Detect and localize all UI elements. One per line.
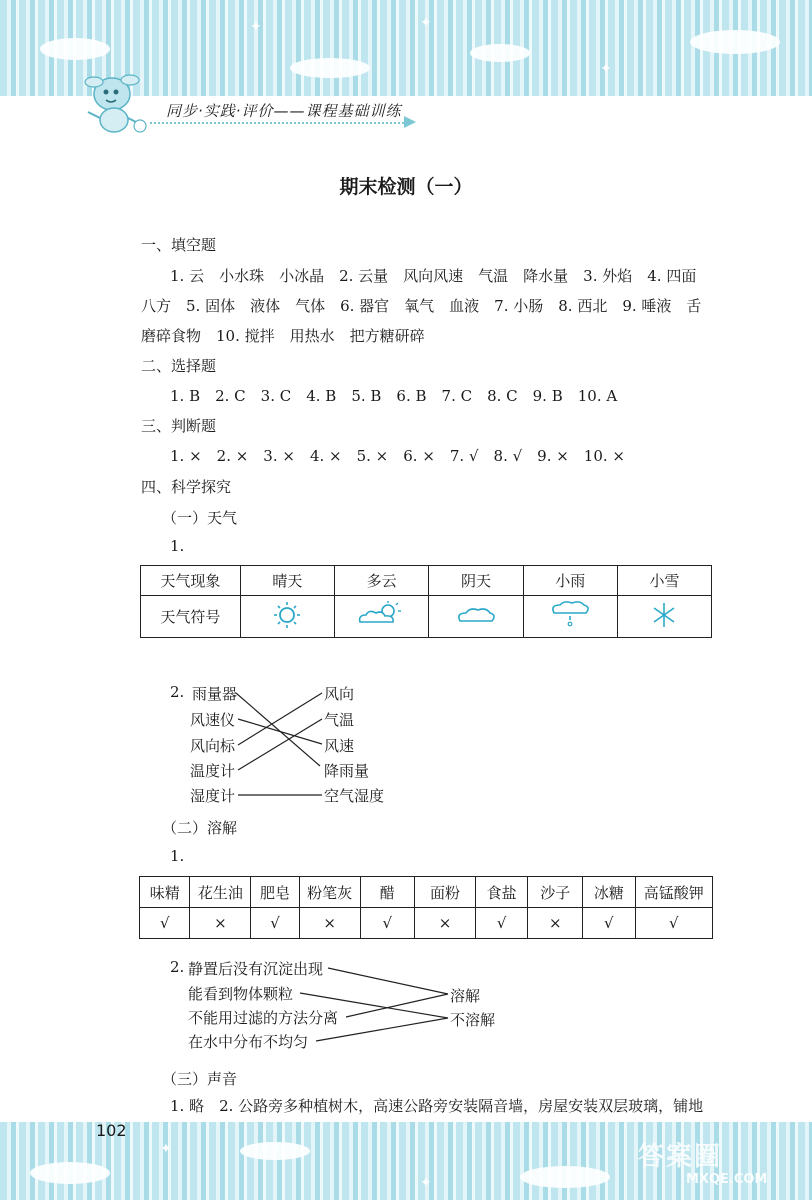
dissolve-q2-right-2: 不溶解	[450, 1011, 496, 1029]
section1-line-1: 1. 云 小水珠 小冰晶 2. 云量 风向风速 气温 降水量 3. 外焰 4. 四面	[170, 267, 697, 285]
header-title: 同步·实践·评价——课程基础训练	[166, 102, 402, 120]
section2-heading: 二、选择题	[141, 357, 217, 375]
match-line	[236, 693, 320, 766]
dissolve-item: 肥皂	[251, 877, 299, 908]
sound-subheading: （三）声音	[162, 1070, 238, 1088]
weather-q2-left-3: 风向标	[190, 737, 236, 755]
dissolve-q2-left-1: 静置后没有沉淀出现	[188, 960, 324, 978]
dissolve-mark: √	[583, 908, 636, 939]
weather-q2-left-5: 湿度计	[190, 787, 236, 805]
dissolve-item: 面粉	[415, 877, 476, 908]
star-decor: ✦	[420, 15, 432, 31]
weather-row-header: 天气现象	[141, 566, 241, 596]
cloud-decor	[240, 1142, 310, 1160]
page-title: 期末检测（一）	[339, 176, 473, 198]
dissolve-subheading: （二）溶解	[162, 819, 238, 837]
page-number: 102	[96, 1121, 127, 1140]
dissolve-item: 花生油	[190, 877, 251, 908]
dissolve-mark: ×	[415, 908, 476, 939]
match-line	[328, 968, 448, 994]
weather-q2-right-1: 风向	[324, 685, 355, 703]
match-line	[346, 994, 448, 1017]
weather-q2-right-2: 气温	[324, 711, 355, 729]
star-decor: ✦	[600, 61, 612, 77]
star-decor: ✦	[250, 19, 262, 35]
section1-line-3: 磨碎食物 10. 搅拌 用热水 把方糖研碎	[141, 327, 425, 345]
section1-heading: 一、填空题	[141, 236, 217, 254]
match-line	[300, 993, 448, 1018]
match-line	[238, 719, 322, 744]
watermark-logo: 答案圈	[638, 1142, 723, 1172]
dissolve-mark: √	[251, 908, 299, 939]
cloud-decor	[30, 1162, 110, 1184]
dissolve-item: 味精	[140, 877, 190, 908]
weather-cell-light-snow: 小雪	[617, 566, 711, 596]
dissolve-mark: √	[140, 908, 190, 939]
weather-q2-left-2: 风速仪	[190, 711, 236, 729]
dissolve-q2-left-4: 在水中分布不均匀	[188, 1033, 309, 1051]
dissolve-mark: √	[360, 908, 415, 939]
dissolve-item: 醋	[360, 877, 415, 908]
dissolve-item: 冰糖	[583, 877, 636, 908]
weather-q2-label: 2.	[170, 683, 185, 701]
weather-q1-label: 1.	[170, 537, 185, 555]
dissolve-item: 食盐	[475, 877, 528, 908]
section1-line-2: 八方 5. 固体 液体 气体 6. 器官 氧气 血液 7. 小肠 8. 西北 9. 唾液 舌	[141, 297, 702, 315]
weather-cell-cloudy: 多云	[334, 566, 428, 596]
dissolve-q2-left-3: 不能用过滤的方法分离	[188, 1009, 339, 1027]
weather-q2-right-5: 空气湿度	[324, 787, 385, 805]
section3-answers: 1. × 2. × 3. × 4. × 5. × 6. × 7. √ 8. √ 9. × 10. ×	[170, 447, 626, 465]
dissolve-mark: √	[635, 908, 712, 939]
dissolve-mark: ×	[299, 908, 360, 939]
dissolve-mark: ×	[528, 908, 583, 939]
watermark-url: MXQE.COM	[686, 1172, 768, 1187]
cloud-decor	[520, 1166, 610, 1188]
dissolve-item: 粉笔灰	[299, 877, 360, 908]
weather-row-header: 天气符号	[141, 596, 241, 638]
weather-q2-left-1: 雨量器	[192, 685, 238, 703]
star-decor: ✦	[420, 1175, 432, 1191]
weather-subheading: （一）天气	[162, 509, 238, 527]
dissolve-q1-label: 1.	[170, 847, 185, 865]
dissolve-item: 沙子	[528, 877, 583, 908]
weather-q2-left-4: 温度计	[190, 762, 236, 780]
weather-cell-light-rain: 小雨	[523, 566, 617, 596]
star-decor: ✦	[160, 1141, 172, 1157]
weather-cell-overcast: 阴天	[429, 566, 523, 596]
dissolve-q2-right-1: 溶解	[450, 987, 481, 1005]
sound-line: 1. 略 2. 公路旁多种植树木，高速公路旁安装隔音墙，房屋安装双层玻璃，铺地	[170, 1097, 704, 1115]
weather-cell-sunny: 晴天	[240, 566, 334, 596]
section2-answers: 1. B 2. C 3. C 4. B 5. B 6. B 7. C 8. C 9. B 10. A	[170, 387, 618, 405]
match-line	[238, 693, 322, 745]
dissolve-q2-label: 2.	[170, 958, 185, 976]
dissolve-q2-left-2: 能看到物体颗粒	[188, 985, 294, 1003]
match-line	[316, 1018, 448, 1041]
weather-q2-right-3: 风速	[324, 737, 355, 755]
section3-heading: 三、判断题	[141, 417, 217, 435]
dissolve-mark: ×	[190, 908, 251, 939]
dissolve-mark: √	[475, 908, 528, 939]
match-line	[238, 719, 322, 770]
weather-q2-right-4: 降雨量	[324, 762, 370, 780]
section4-heading: 四、科学探究	[141, 478, 232, 496]
dissolve-item: 高锰酸钾	[635, 877, 712, 908]
